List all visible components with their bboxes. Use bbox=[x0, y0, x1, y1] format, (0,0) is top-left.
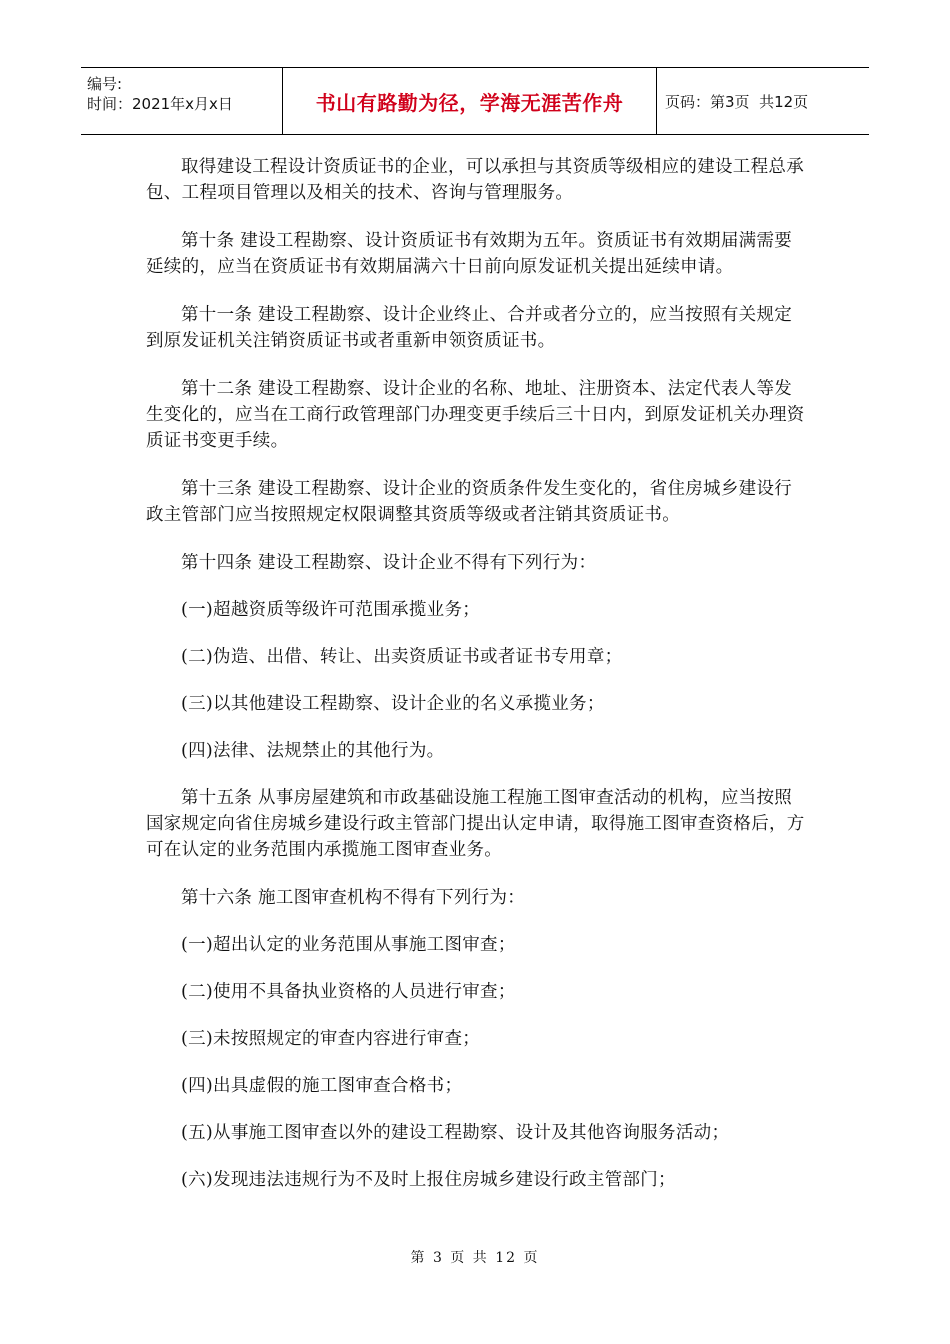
list-item: (五)从事施工图审查以外的建设工程勘察、设计及其他咨询服务活动； bbox=[181, 1123, 730, 1143]
article-11: 第十一条 建设工程勘察、设计企业终止、合并或者分立的，应当按照有关规定到原发证机关注销资质证书或者重新申领资质证书。 bbox=[146, 305, 793, 351]
header-motto-cell bbox=[283, 68, 657, 134]
header-motto: 书山有路勤为径，学海无涯苦作舟 bbox=[315, 90, 624, 115]
page-header bbox=[81, 67, 869, 135]
list-item: (四)法律、法规禁止的其他行为。 bbox=[181, 741, 445, 761]
article-12: 第十二条 建设工程勘察、设计企业的名称、地址、注册资本、法定代表人等发生变化的，应当在工商行政管理部门办理变更手续后三十日内，到原发证机关办理资质证书变更手续。 bbox=[146, 379, 805, 451]
article-16: 第十六条 施工图审查机构不得有下列行为： bbox=[181, 888, 526, 908]
header-meta-cell bbox=[81, 68, 283, 134]
date-label: 时间：2021年x月x日 bbox=[87, 95, 233, 113]
article-13: 第十三条 建设工程勘察、设计企业的资质条件发生变化的，省住房城乡建设行政主管部门应当按照规定权限调整其资质等级或者注销其资质证书。 bbox=[146, 479, 793, 525]
list-item: (一)超越资质等级许可范围承揽业务； bbox=[181, 600, 481, 620]
article-14: 第十四条 建设工程勘察、设计企业不得有下列行为： bbox=[181, 553, 597, 573]
header-page-info: 页码：第3页 共12页 bbox=[665, 92, 809, 111]
header-page-cell bbox=[657, 68, 869, 134]
article-10: 第十条 建设工程勘察、设计资质证书有效期为五年。资质证书有效期届满需要延续的，应当在资质证书有效期届满六十日前向原发证机关提出延续申请。 bbox=[146, 231, 793, 277]
list-item: (六)发现违法违规行为不及时上报住房城乡建设行政主管部门； bbox=[181, 1170, 676, 1190]
document-body bbox=[146, 154, 808, 1214]
paragraph: 取得建设工程设计资质证书的企业，可以承担与其资质等级相应的建设工程总承包、工程项目管理以及相关的技术、咨询与管理服务。 bbox=[146, 157, 804, 203]
list-item: (三)未按照规定的审查内容进行审查； bbox=[181, 1029, 481, 1049]
page-footer: 第 3 页 共 12 页 bbox=[410, 1250, 540, 1266]
doc-number-label: 编号: bbox=[87, 75, 123, 93]
list-item: (二)使用不具备执业资格的人员进行审查； bbox=[181, 982, 516, 1002]
list-item: (二)伪造、出借、转让、出卖资质证书或者证书专用章； bbox=[181, 647, 623, 667]
list-item: (三)以其他建设工程勘察、设计企业的名义承揽业务； bbox=[181, 694, 605, 714]
list-item: (四)出具虚假的施工图审查合格书； bbox=[181, 1076, 463, 1096]
article-15: 第十五条 从事房屋建筑和市政基础设施工程施工图审查活动的机构，应当按照国家规定向省住房城乡建设行政主管部门提出认定申请，取得施工图审查资格后，方可在认定的业务范围内承揽施工图审查业务。 bbox=[146, 788, 805, 860]
list-item: (一)超出认定的业务范围从事施工图审查； bbox=[181, 935, 516, 955]
